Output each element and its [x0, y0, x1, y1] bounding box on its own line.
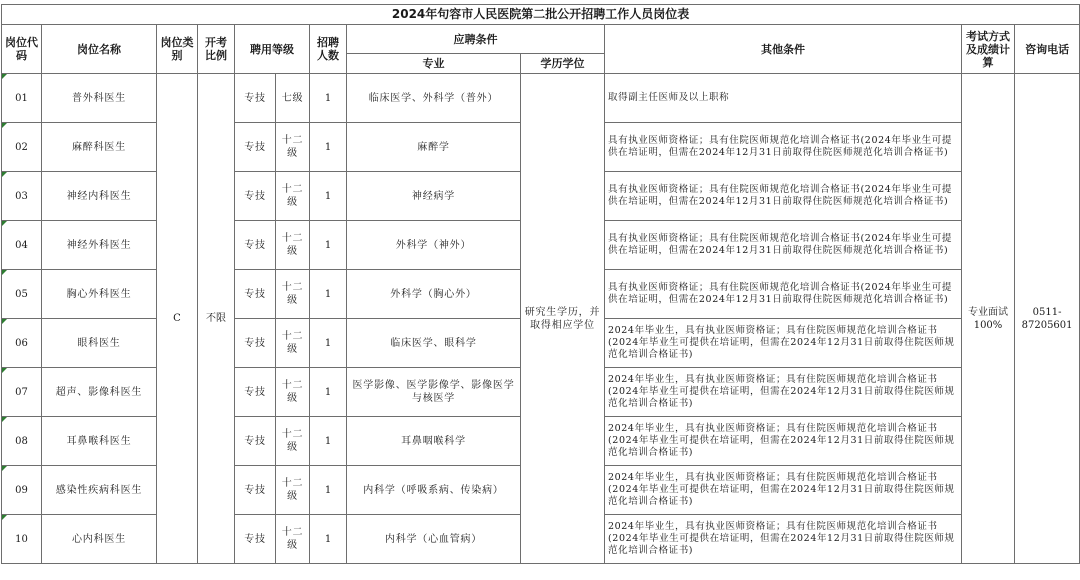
hiring-count: 1 [310, 417, 347, 466]
other-conditions: 取得副主任医师及以上职称 [605, 74, 962, 123]
position-name: 普外科医生 [42, 74, 157, 123]
category-cell: C [157, 74, 198, 564]
major-requirement: 医学影像、医学影像学、影像医学与核医学 [347, 368, 521, 417]
other-conditions: 2024年毕业生，具有执业医师资格证；具有住院医师规范化培训合格证书(2024年毕业生可提供在培证明，但需在2024年12月31日前取得住院医师规范化培训合格证书) [605, 417, 962, 466]
position-name: 耳鼻喉科医生 [42, 417, 157, 466]
position-code: 01 [2, 74, 42, 123]
ratio-cell: 不限 [198, 74, 235, 564]
header-ratio: 开考比例 [198, 25, 235, 74]
major-requirement: 临床医学、眼科学 [347, 319, 521, 368]
employment-level: 十二级 [276, 123, 310, 172]
degree-cell: 研究生学历，并取得相应学位 [521, 74, 605, 564]
other-conditions: 具有执业医师资格证；具有住院医师规范化培训合格证书(2024年毕业生可提供在培证明，但需在2024年12月31日前取得住院医师规范化培训合格证书) [605, 270, 962, 319]
other-conditions: 2024年毕业生，具有执业医师资格证；具有住院医师规范化培训合格证书(2024年毕业生可提供在培证明，但需在2024年12月31日前取得住院医师规范化培训合格证书) [605, 368, 962, 417]
position-name: 麻醉科医生 [42, 123, 157, 172]
position-code: 08 [2, 417, 42, 466]
table-body [2, 74, 1080, 564]
other-conditions: 具有执业医师资格证；具有住院医师规范化培训合格证书(2024年毕业生可提供在培证明，但需在2024年12月31日前取得住院医师规范化培训合格证书) [605, 123, 962, 172]
header-name: 岗位名称 [42, 25, 157, 74]
major-requirement: 麻醉学 [347, 123, 521, 172]
position-code: 02 [2, 123, 42, 172]
hiring-count: 1 [310, 368, 347, 417]
position-name: 眼科医生 [42, 319, 157, 368]
employment-level: 十二级 [276, 270, 310, 319]
employment-level: 十二级 [276, 221, 310, 270]
other-conditions: 2024年毕业生，具有执业医师资格证；具有住院医师规范化培训合格证书(2024年毕业生可提供在培证明，但需在2024年12月31日前取得住院医师规范化培训合格证书) [605, 515, 962, 564]
header-grade: 聘用等级 [235, 25, 310, 74]
major-requirement: 外科学（神外） [347, 221, 521, 270]
table-title: 2024年句容市人民医院第二批公开招聘工作人员岗位表 [2, 5, 1080, 25]
position-name: 感染性疾病科医生 [42, 466, 157, 515]
position-name: 神经外科医生 [42, 221, 157, 270]
hiring-count: 1 [310, 172, 347, 221]
major-requirement: 外科学（胸心外） [347, 270, 521, 319]
employment-level: 七级 [276, 74, 310, 123]
employment-level: 十二级 [276, 417, 310, 466]
major-requirement: 临床医学、外科学（普外） [347, 74, 521, 123]
hiring-count: 1 [310, 466, 347, 515]
header-code: 岗位代码 [2, 25, 42, 74]
hiring-count: 1 [310, 221, 347, 270]
hiring-count: 1 [310, 74, 347, 123]
position-name: 神经内科医生 [42, 172, 157, 221]
employment-type: 专技 [235, 515, 276, 564]
position-code: 03 [2, 172, 42, 221]
major-requirement: 内科学（呼吸系病、传染病） [347, 466, 521, 515]
position-code: 04 [2, 221, 42, 270]
other-conditions: 具有执业医师资格证；具有住院医师规范化培训合格证书(2024年毕业生可提供在培证明，但需在2024年12月31日前取得住院医师规范化培训合格证书) [605, 221, 962, 270]
major-requirement: 耳鼻咽喉科学 [347, 417, 521, 466]
position-code: 09 [2, 466, 42, 515]
other-conditions: 2024年毕业生，具有执业医师资格证；具有住院医师规范化培训合格证书(2024年毕业生可提供在培证明，但需在2024年12月31日前取得住院医师规范化培训合格证书) [605, 466, 962, 515]
header-degree: 学历学位 [521, 54, 605, 74]
major-requirement: 内科学（心血管病） [347, 515, 521, 564]
other-conditions: 2024年毕业生，具有执业医师资格证；具有住院医师规范化培训合格证书(2024年毕业生可提供在培证明，但需在2024年12月31日前取得住院医师规范化培训合格证书) [605, 319, 962, 368]
employment-level: 十二级 [276, 515, 310, 564]
employment-type: 专技 [235, 270, 276, 319]
position-name: 心内科医生 [42, 515, 157, 564]
employment-level: 十二级 [276, 368, 310, 417]
header-exam: 考试方式及成绩计算 [962, 25, 1015, 74]
hiring-count: 1 [310, 319, 347, 368]
employment-type: 专技 [235, 172, 276, 221]
major-requirement: 神经病学 [347, 172, 521, 221]
header-count: 招聘人数 [310, 25, 347, 74]
employment-level: 十二级 [276, 466, 310, 515]
employment-level: 十二级 [276, 319, 310, 368]
position-name: 胸心外科医生 [42, 270, 157, 319]
employment-type: 专技 [235, 466, 276, 515]
positions-table [1, 4, 1080, 564]
employment-type: 专技 [235, 221, 276, 270]
position-code: 06 [2, 319, 42, 368]
employment-type: 专技 [235, 417, 276, 466]
employment-type: 专技 [235, 368, 276, 417]
header-conditions: 应聘条件 [347, 25, 605, 54]
employment-level: 十二级 [276, 172, 310, 221]
employment-type: 专技 [235, 123, 276, 172]
table-row [2, 74, 1080, 123]
hiring-count: 1 [310, 270, 347, 319]
position-code: 10 [2, 515, 42, 564]
exam-cell: 专业面试100% [962, 74, 1015, 564]
position-code: 07 [2, 368, 42, 417]
employment-type: 专技 [235, 74, 276, 123]
employment-type: 专技 [235, 319, 276, 368]
header-phone: 咨询电话 [1015, 25, 1080, 74]
position-name: 超声、影像科医生 [42, 368, 157, 417]
header-other: 其他条件 [605, 25, 962, 74]
hiring-count: 1 [310, 515, 347, 564]
position-code: 05 [2, 270, 42, 319]
header-category: 岗位类别 [157, 25, 198, 74]
hiring-count: 1 [310, 123, 347, 172]
phone-cell: 0511-87205601 [1015, 74, 1080, 564]
header-major: 专业 [347, 54, 521, 74]
other-conditions: 具有执业医师资格证；具有住院医师规范化培训合格证书(2024年毕业生可提供在培证明，但需在2024年12月31日前取得住院医师规范化培训合格证书) [605, 172, 962, 221]
